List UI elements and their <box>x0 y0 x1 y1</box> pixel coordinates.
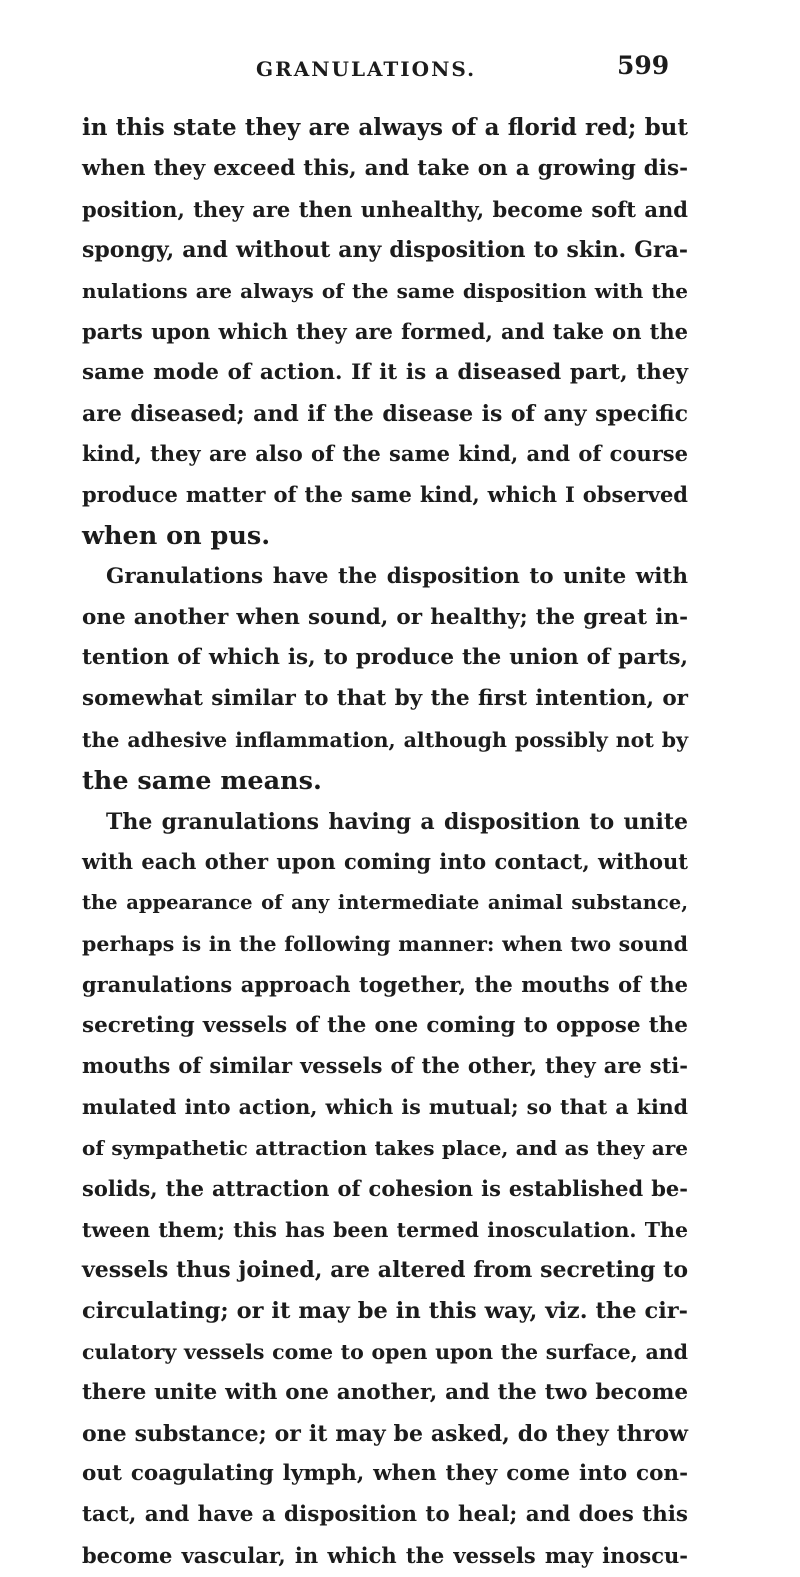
text-line: one substance; or it may be asked, do they throw <box>82 1420 688 1447</box>
text-line: position, they are then unhealthy, become soft and <box>82 196 688 222</box>
page-number: 599 <box>617 51 670 80</box>
text-line: there unite with one another, and the two become <box>82 1379 688 1405</box>
text-line: of sympathetic attraction takes place, and as they are <box>82 1135 688 1160</box>
text-line: nulations are always of the same disposition with the <box>82 279 688 304</box>
text-line: the adhesive inflammation, although possibly not by <box>82 727 688 752</box>
text-line: solids, the attraction of cohesion is established be- <box>82 1175 688 1201</box>
text-line: become vascular, in which the vessels may inoscu- <box>82 1542 688 1568</box>
text-line: mouths of similar vessels of the other, they are sti- <box>82 1053 688 1079</box>
text-line: out coagulating lymph, when they come into con- <box>82 1461 688 1487</box>
text-line: mulated into action, which is mutual; so that a kind <box>82 1095 688 1120</box>
body-text <box>82 108 688 1577</box>
text-line: in this state they are always of a florid red; but <box>82 114 688 141</box>
running-head: GRANULATIONS. <box>256 57 477 81</box>
text-line: one another when sound, or healthy; the great in- <box>82 604 688 630</box>
text-line: spongy, and without any disposition to skin. Gra- <box>82 237 688 264</box>
text-line: when they exceed this, and take on a growing dis- <box>82 155 688 181</box>
text-line: same mode of action. If it is a diseased part, they <box>82 359 688 385</box>
text-line: produce matter of the same kind, which I observed <box>82 482 688 508</box>
text-line: vessels thus joined, are altered from secreting to <box>82 1257 688 1284</box>
text-line: tact, and have a disposition to heal; and does this <box>82 1502 688 1528</box>
text-line: circulating; or it may be in this way, viz. the cir- <box>82 1298 688 1325</box>
text-line: are diseased; and if the disease is of any specific <box>82 400 688 427</box>
text-line: with each other upon coming into contact, without <box>82 849 688 875</box>
text-line: parts upon which they are formed, and take on the <box>82 318 688 344</box>
text-line: secreting vessels of the one coming to oppose the <box>82 1012 688 1038</box>
text-line: Granulations have the disposition to unite with <box>106 563 688 589</box>
paragraph-end-line: when on pus. <box>82 520 271 551</box>
text-line: tween them; this has been termed inosculation. The <box>82 1217 688 1242</box>
text-line: granulations approach together, the mouths of the <box>82 971 688 997</box>
text-line: tention of which is, to produce the union of parts, <box>82 645 688 671</box>
paragraph-end-line: the same means. <box>82 765 322 796</box>
text-line: kind, they are also of the same kind, and of course <box>82 441 688 467</box>
text-line: the appearance of any intermediate animal substance, <box>82 891 688 915</box>
text-line: perhaps is in the following manner: when two sound <box>82 931 688 956</box>
text-line: culatory vessels come to open upon the surface, and <box>82 1339 688 1364</box>
text-line: somewhat similar to that by the first intention, or <box>82 686 688 712</box>
text-line: The granulations having a disposition to unite <box>106 808 688 835</box>
